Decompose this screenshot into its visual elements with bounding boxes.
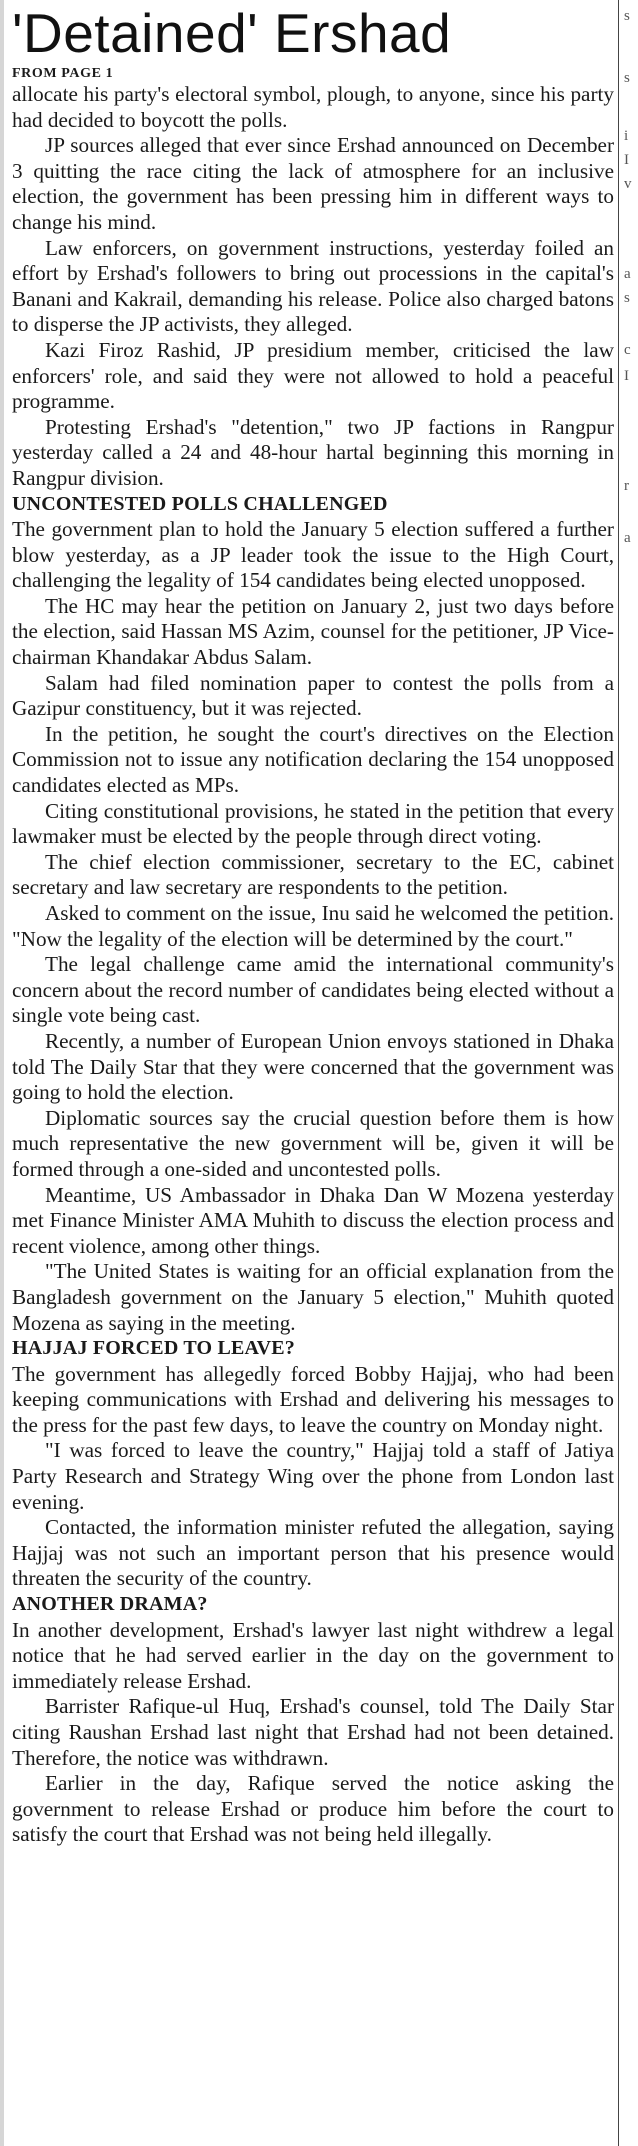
subheading-hajjaj: HAJJAJ FORCED TO LEAVE?: [12, 1337, 295, 1360]
adjacent-fragment: a: [624, 530, 631, 546]
subheading-uncontested-polls: UNCONTESTED POLLS CHALLENGED: [12, 492, 388, 515]
paragraph: JP sources alleged that ever since Ershad announced on December 3 quitting the race citing the lack of atmosphere for an inclusive election, the government has been pressing him in different ways to change his mind.: [12, 133, 614, 234]
headline: 'Detained' Ershad: [12, 2, 452, 64]
paragraph: The government has allegedly forced Bobby Hajjaj, who had been keeping communications with Ershad and delivering his messages to the press for the past few days, to leave the country on Monday night.: [12, 1361, 614, 1437]
subheading-another-drama: ANOTHER DRAMA?: [12, 1593, 208, 1616]
paragraph: Kazi Firoz Rashid, JP presidium member, criticised the law enforcers' role, and said they were not allowed to hold a peaceful programme.: [12, 337, 614, 414]
adjacent-fragment: s: [624, 8, 630, 24]
paragraph: allocate his party's electoral symbol, plough, to anyone, since his party had decided to boycott the polls.: [12, 82, 614, 132]
paragraph: "I was forced to leave the country," Hajjaj told a staff of Jatiya Party Research and Strategy Wing over the phone from London last evening.: [12, 1438, 614, 1514]
paragraph: Barrister Rafique-ul Huq, Ershad's counsel, told The Daily Star citing Raushan Ershad last night that Ershad had not been detained. Therefore, the notice was withdrawn.: [12, 1694, 614, 1770]
paragraph: Asked to comment on the issue, Inu said he welcomed the petition. "Now the legality of the election will be determined by the court.": [12, 901, 614, 951]
adjacent-fragment: I: [624, 368, 629, 384]
article-body: [12, 82, 614, 1848]
paragraph: The legal challenge came amid the international community's concern about the record number of candidates being elected without a single vote being cast.: [12, 952, 614, 1028]
paragraph: Salam had filed nomination paper to contest the polls from a Gazipur constituency, but it was rejected.: [12, 670, 614, 721]
paragraph: Law enforcers, on government instructions, yesterday foiled an effort by Ershad's followers to bring out processions in the capital's Banani and Kakrail, demanding his release. Police also charged batons to disperse the JP activists, they alleged.: [12, 235, 614, 337]
adjacent-fragment: v: [624, 176, 632, 192]
paragraph: "The United States is waiting for an official explanation from the Bangladesh government on the January 5 election," Muhith quoted Mozena as saying in the meeting.: [12, 1259, 614, 1335]
adjacent-fragment: i: [624, 128, 629, 144]
adjacent-column-edge: [618, 0, 638, 2146]
paragraph: In another development, Ershad's lawyer last night withdrew a legal notice that he had served earlier in the day on the government to immediately release Ershad.: [12, 1617, 614, 1693]
paragraph: Citing constitutional provisions, he stated in the petition that every lawmaker must be elected by the people through direct voting.: [12, 798, 614, 849]
paragraph: Recently, a number of European Union envoys stationed in Dhaka told The Daily Star that they were concerned that the government was going to hold the election.: [12, 1028, 614, 1105]
jump-label: FROM PAGE 1: [12, 66, 114, 81]
adjacent-fragment: a: [624, 266, 631, 282]
adjacent-fragment: s: [624, 70, 630, 86]
paragraph: The government plan to hold the January 5 election suffered a further blow yesterday, as a JP leader took the issue to the High Court, challenging the legality of 154 candidates being elected unopposed.: [12, 517, 614, 593]
adjacent-fragment: c: [624, 342, 631, 358]
paragraph: In the petition, he sought the court's directives on the Election Commission not to issue any notification declaring the 154 unopposed candidates elected as MPs.: [12, 721, 614, 798]
adjacent-fragment: r: [624, 478, 629, 494]
page-gutter: [0, 0, 4, 2146]
adjacent-fragment: I: [624, 152, 629, 168]
article-column: [12, 0, 614, 1848]
paragraph: Diplomatic sources say the crucial question before them is how much representative the new government will be, given it will be formed through a one-sided and uncontested polls.: [12, 1105, 614, 1181]
paragraph: Contacted, the information minister refuted the allegation, saying Hajjaj was not such an important person that his presence would threaten the security of the country.: [12, 1515, 614, 1591]
adjacent-fragment: s: [624, 290, 630, 306]
paragraph: Meantime, US Ambassador in Dhaka Dan W Mozena yesterday met Finance Minister AMA Muhith to discuss the election process and recent violence, among other things.: [12, 1182, 614, 1258]
paragraph: The HC may hear the petition on January 2, just two days before the election, said Hassan MS Azim, counsel for the petitioner, JP Vice-chairman Khandakar Abdus Salam.: [12, 593, 614, 670]
paragraph: Earlier in the day, Rafique served the notice asking the government to release Ershad or produce him before the court to satisfy the court that Ershad was not being held illegally.: [12, 1771, 614, 1847]
paragraph: The chief election commissioner, secretary to the EC, cabinet secretary and law secretary are respondents to the petition.: [12, 849, 614, 900]
paragraph: Protesting Ershad's "detention," two JP factions in Rangpur yesterday called a 24 and 48-hour hartal beginning this morning in Rangpur division.: [12, 414, 614, 490]
